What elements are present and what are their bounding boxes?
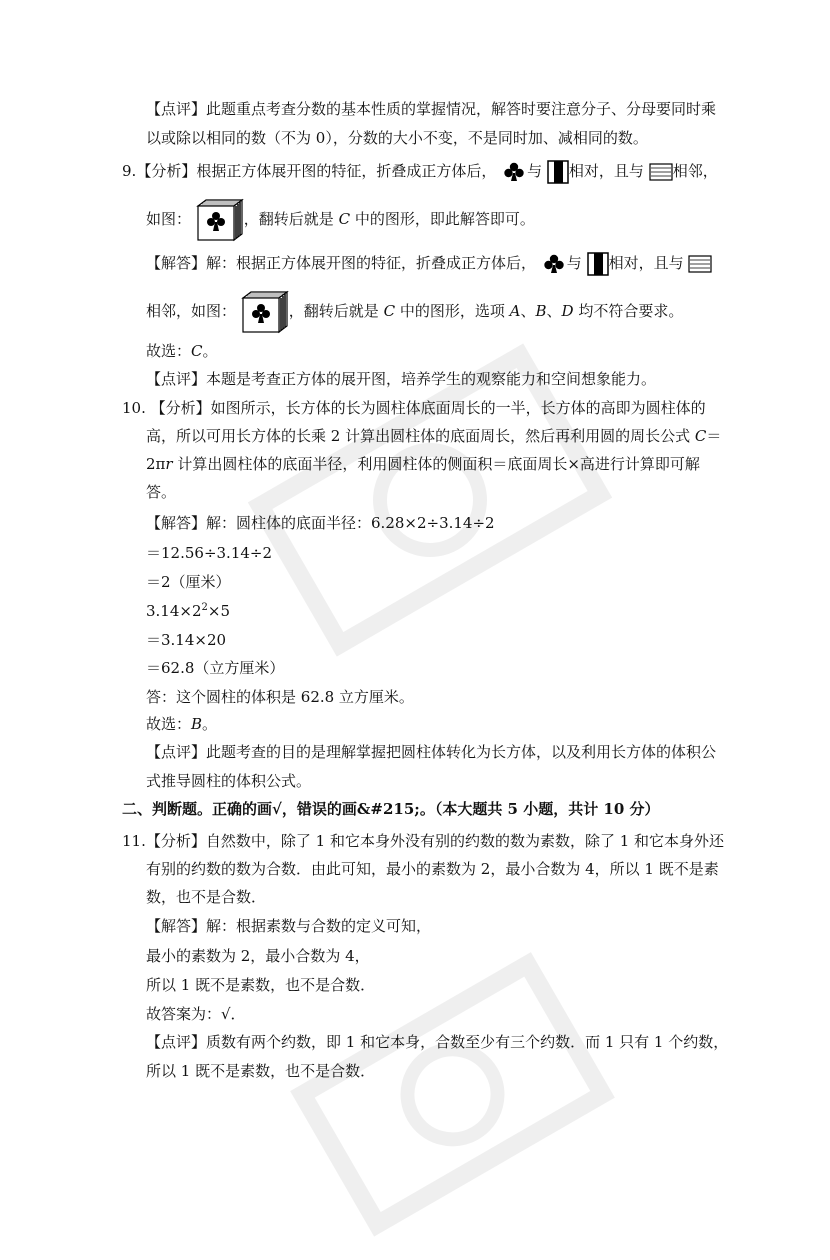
q10-analysis-text2: 高，所以可用长方体的长乘 2 计算出圆柱体的底面周长，然后再利用圆的周长公式 <box>146 427 695 445</box>
q9-answer-flip: ，翻转后就是 <box>288 302 384 320</box>
q10-analysis-line1 <box>122 397 706 419</box>
q9-analysis-yu: 与 <box>527 162 543 180</box>
q10-choice-label: 故选： <box>146 715 192 733</box>
q10-analysis-line4: 答。 <box>146 483 177 501</box>
club-face-icon <box>541 253 567 275</box>
q10-analysis-eq: ＝ <box>706 427 722 445</box>
q11-analysis-text: 【分析】自然数中，除了 1 和它本身外没有别的约数的数为素数，除了 1 和它本身外还 <box>145 832 725 850</box>
q9-choice-label: 故选： <box>146 342 192 360</box>
q10-solution-step5: ＝3.14×20 <box>146 631 227 649</box>
q9-answer-text: 【解答】解：根据正方体展开图的特征，折叠成正方体后， <box>146 254 537 272</box>
q10-analysis-text: 【分析】如图所示，长方体的长为圆柱体底面周长的一半，长方体的高即为圆柱体的 <box>150 399 706 417</box>
q11-number: 11. <box>122 832 146 850</box>
q9-answer-opposite: 相对，且与 <box>608 254 684 272</box>
q10-comment-line2: 式推导圆柱的体积公式。 <box>146 772 312 790</box>
q10-solution-step3: ＝2（厘米） <box>146 573 231 591</box>
q10-comment-line1: 【点评】此题考查的目的是理解掌握把圆柱体转化为长方体，以及利用长方体的体积公 <box>146 743 717 761</box>
club-face-icon <box>501 161 527 183</box>
q10-step4-exponent: 2 <box>201 602 208 613</box>
striped-face-icon <box>649 162 673 182</box>
q10-analysis-text3: 计算出圆柱体的底面半径，利用圆柱体的侧面积＝底面周长×高进行计算即可解 <box>172 455 700 473</box>
q10-analysis-line3 <box>146 453 700 475</box>
q11-solution-step3: 所以 1 既不是素数，也不是合数． <box>146 976 376 994</box>
q8-comment-line2: 以或除以相同的数（不为 0），分数的大小不变，不是同时加、减相同的数。 <box>146 129 648 147</box>
cube-figure-icon <box>196 198 244 242</box>
q9-answer-yu: 与 <box>566 254 582 272</box>
q11-analysis-line1 <box>122 830 724 852</box>
watermark-icon <box>265 920 635 1260</box>
section-title: 二、判断题。正确的画√，错误的画&#215;。（本大题共 5 小题，共计 10 分） <box>122 800 660 818</box>
q10-analysis-c: C <box>694 427 707 445</box>
q10-choice-value: B <box>191 715 203 733</box>
q9-analysis-flip: ，翻转后就是 <box>243 210 339 228</box>
q9-analysis-option-c: C <box>338 210 351 228</box>
q9-answer-option-b: B <box>535 302 547 320</box>
cube-figure-icon <box>241 290 289 334</box>
q9-comment: 【点评】本题是考查正方体的展开图，培养学生的观察能力和空间想象能力。 <box>146 370 657 388</box>
q9-choice <box>146 340 218 362</box>
q10-analysis-r: r <box>165 455 173 473</box>
q10-solution-step1: 【解答】解：圆柱体的底面半径：6.28×2÷3.14÷2 <box>146 514 495 532</box>
q9-analysis-line1 <box>122 160 718 184</box>
q10-solution-step4 <box>146 600 230 622</box>
q9-analysis-adjacent: 相邻， <box>672 162 718 180</box>
q9-answer-options: 中的图形，选项 <box>395 302 510 320</box>
q9-answer-line2 <box>146 290 683 334</box>
q10-choice <box>146 713 217 735</box>
q8-comment-line1: 【点评】此题重点考查分数的基本性质的掌握情况，解答时要注意分子、分母要同时乘 <box>146 100 717 118</box>
q10-number: 10. <box>122 399 146 417</box>
q9-analysis-rutu: 如图： <box>146 210 192 228</box>
q9-analysis-line2 <box>146 198 535 242</box>
q9-answer-sep: 、 <box>520 302 536 320</box>
q9-analysis-text: 【分析】根据正方体展开图的特征，折叠成正方体后， <box>136 162 497 180</box>
q11-analysis-line3: 数，也不是合数． <box>146 888 267 906</box>
q9-answer-option-d: D <box>561 302 574 320</box>
q10-solution-step2: ＝12.56÷3.14÷2 <box>146 544 273 562</box>
q9-answer-line1 <box>146 252 712 276</box>
q11-solution-step2: 最小的素数为 2，最小合数为 4， <box>146 947 370 965</box>
q10-analysis-line2 <box>146 425 721 447</box>
q11-comment-line2: 所以 1 既不是素数，也不是合数． <box>146 1062 376 1080</box>
q10-analysis-2pi: 2π <box>146 455 166 473</box>
q9-analysis-opposite: 相对，且与 <box>568 162 644 180</box>
q11-analysis-line2: 有别的约数的数为合数．由此可知，最小的素数为 2，最小合数为 4，所以 1 既不是素 <box>146 860 719 878</box>
half-black-face-icon <box>547 160 569 184</box>
q10-choice-end: 。 <box>202 715 218 733</box>
q9-number: 9. <box>122 162 137 180</box>
half-black-face-icon <box>587 252 609 276</box>
q10-answer: 答：这个圆柱的体积是 62.8 立方厘米。 <box>146 688 414 706</box>
q10-solution-step6: ＝62.8（立方厘米） <box>146 659 285 677</box>
striped-face-icon <box>688 254 712 274</box>
q9-answer-sep: 、 <box>546 302 562 320</box>
q11-answer: 故答案为：√． <box>146 1005 246 1023</box>
q9-analysis-end: 中的图形，即此解答即可。 <box>350 210 535 228</box>
q9-answer-adjacent: 相邻，如图： <box>146 302 237 320</box>
q11-comment-line1: 【点评】质数有两个约数，即 1 和它本身，合数至少有三个约数．而 1 只有 1 个约数， <box>146 1033 729 1051</box>
q9-choice-end: 。 <box>202 342 218 360</box>
q9-choice-value: C <box>191 342 203 360</box>
q11-solution-step1: 【解答】解：根据素数与合数的定义可知， <box>146 917 432 935</box>
q10-step4-rest: ×5 <box>207 602 231 620</box>
q9-answer-option-c: C <box>383 302 396 320</box>
q10-step4-base: 3.14×2 <box>146 602 202 620</box>
q9-answer-option-a: A <box>509 302 521 320</box>
q9-answer-end: 均不符合要求。 <box>573 302 684 320</box>
